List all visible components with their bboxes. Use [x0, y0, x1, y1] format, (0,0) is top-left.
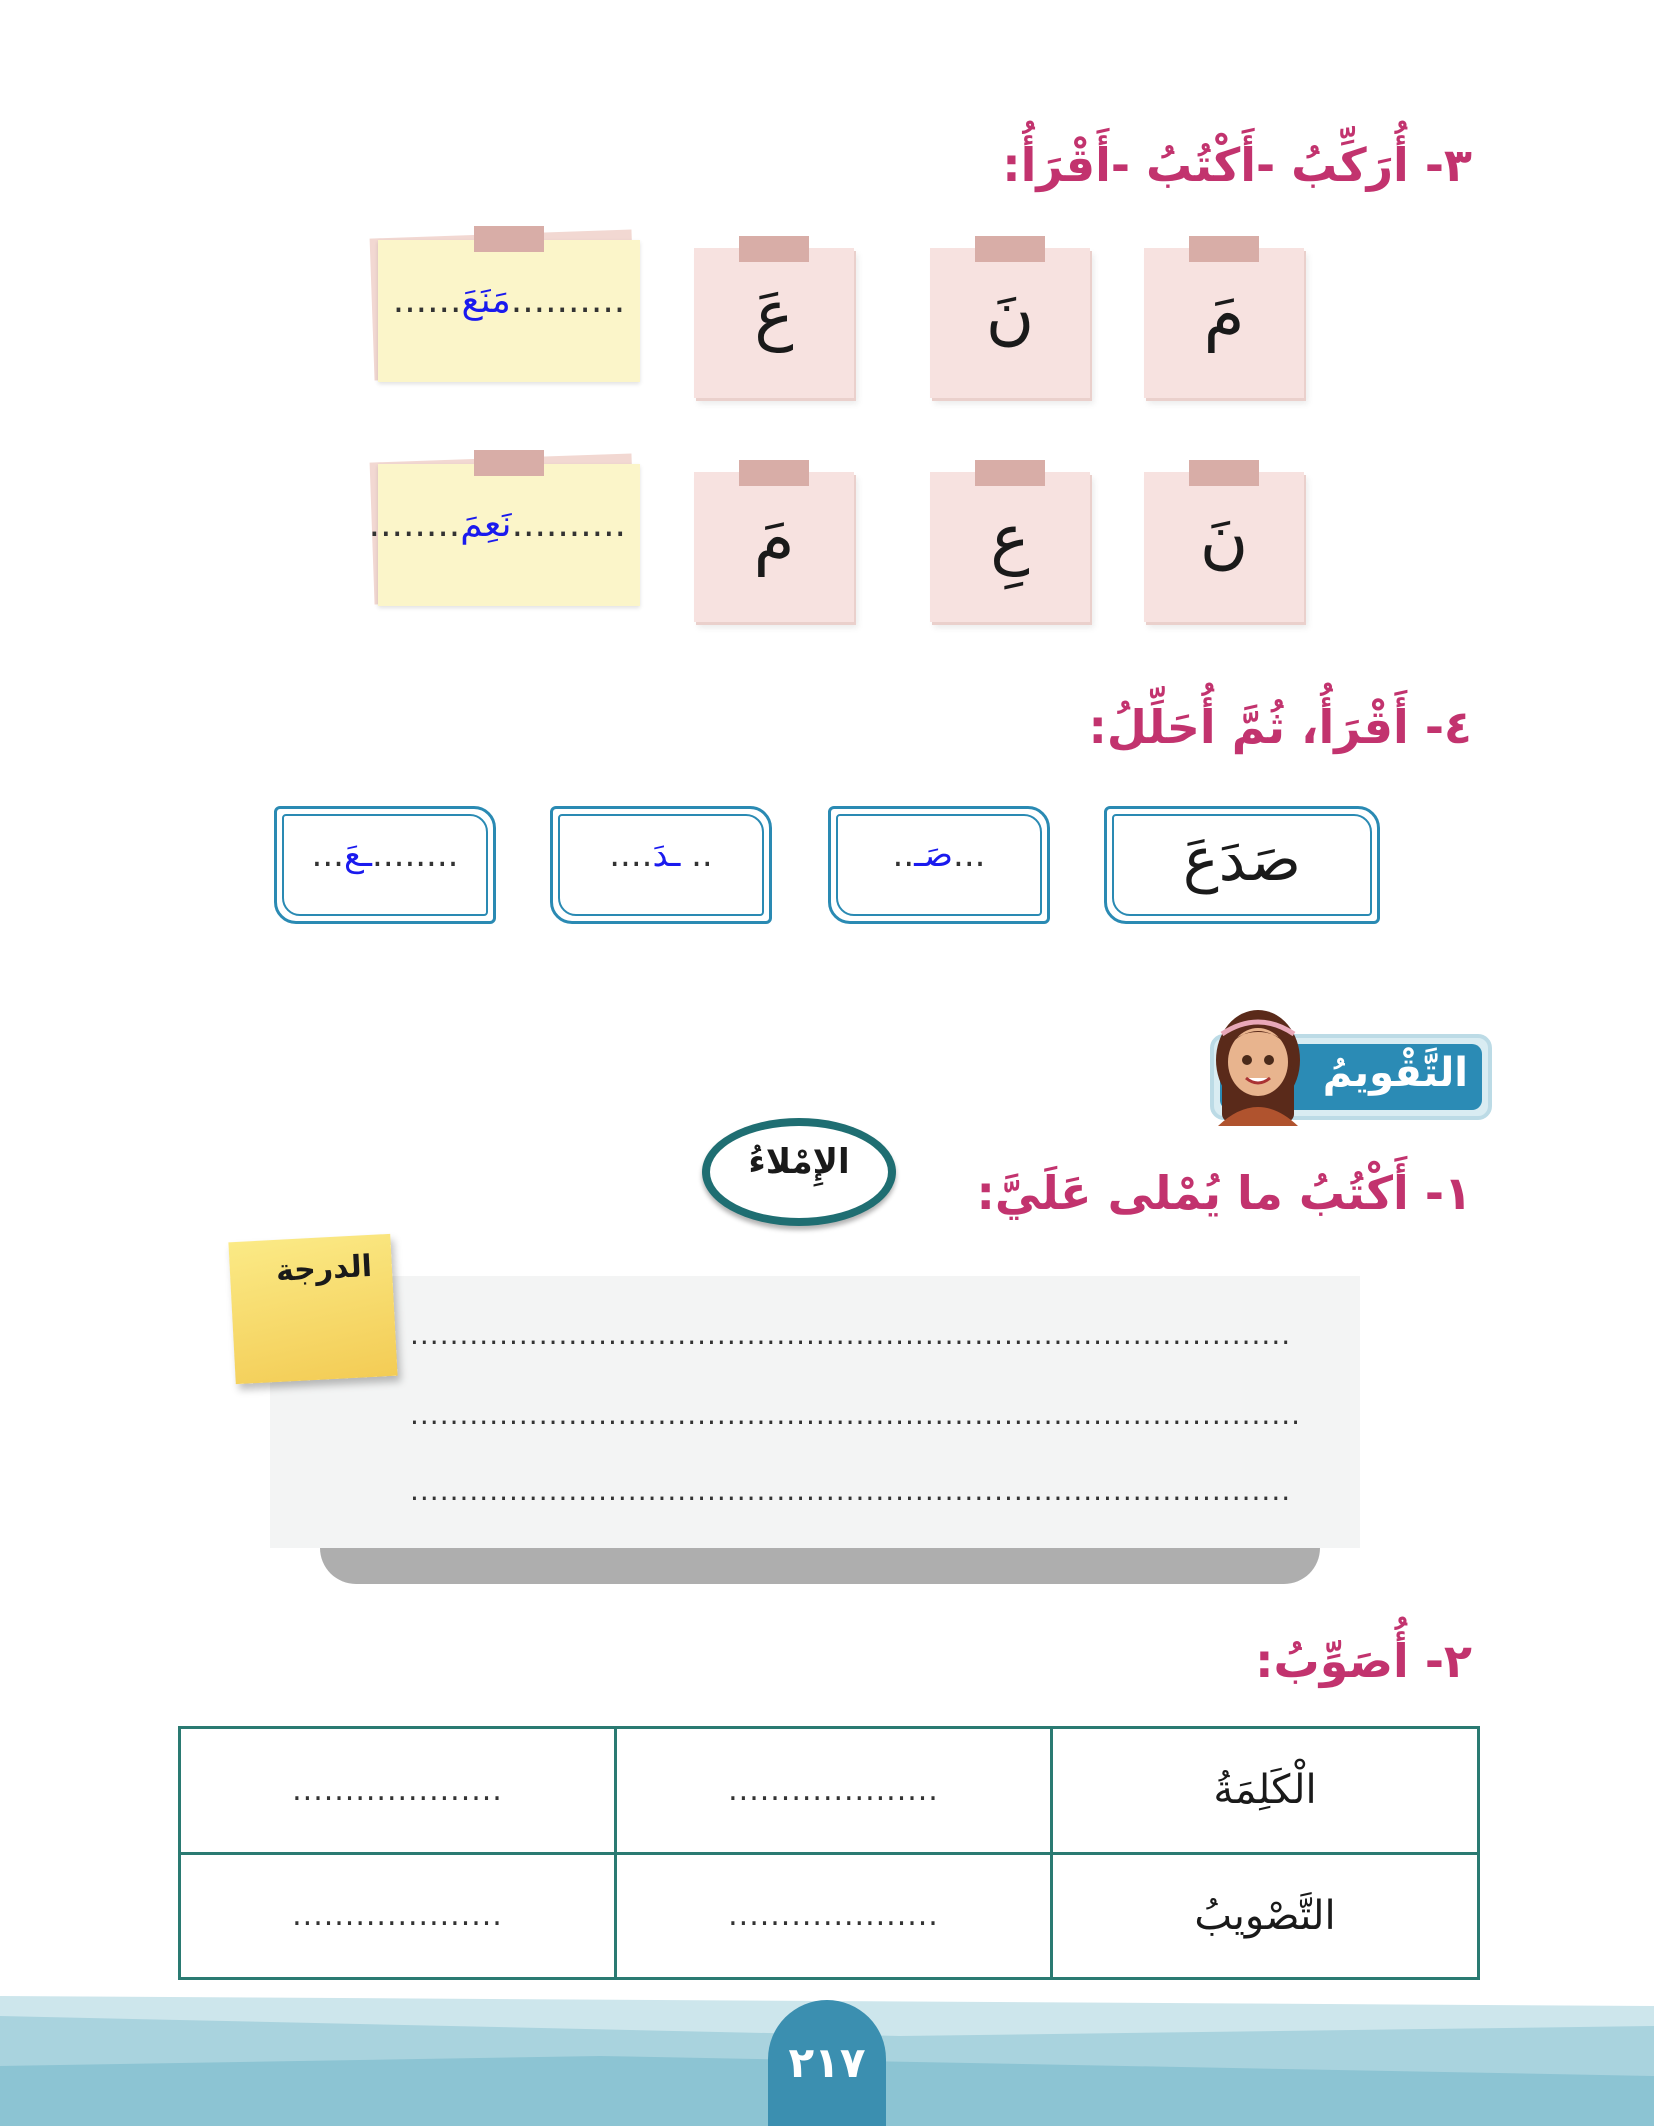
table-row [180, 1853, 1479, 1979]
answer-note [378, 240, 640, 382]
writing-line[interactable]: .......................................................................................... [410, 1398, 1302, 1431]
letter-card: عَ [694, 248, 854, 398]
q2-title: ٢- أُصَوِّبُ: [1255, 1634, 1472, 1688]
grade-sticky-note [228, 1234, 397, 1384]
table-cell[interactable]: .................... [616, 1728, 1052, 1854]
table-header-cell: التَّصْويبُ [1052, 1853, 1479, 1979]
analysis-box: .. ـدَ.... [550, 806, 772, 924]
analysis-box: ...صَـ.. [828, 806, 1050, 924]
section4-title: ٤- أَقْرَأُ، ثُمَّ أُحَلِّلُ: [1088, 700, 1472, 754]
answer-note [368, 464, 640, 606]
writing-line[interactable]: ......................................................................................... [410, 1474, 1292, 1507]
section3-title: ٣- أُرَكِّبُ -أَكْتُبُ -أَقْرَأُ: [1002, 138, 1472, 192]
page-number: ٢١٧ [788, 2038, 866, 2087]
word-box: صَدَعَ [1104, 806, 1380, 924]
writing-paper [270, 1276, 1360, 1548]
answer-text: ..........مَنَعَ...... [392, 280, 626, 321]
writing-line[interactable]: ......................................................................................... [410, 1318, 1292, 1351]
table-row [180, 1728, 1479, 1854]
correction-table [178, 1726, 1480, 1980]
table-cell[interactable]: .................... [616, 1853, 1052, 1979]
letter-card: مَ [1144, 248, 1304, 398]
table-cell[interactable]: .................... [180, 1853, 616, 1979]
letter-card: نَ [1144, 472, 1304, 622]
table-header-cell: الْكَلِمَةُ [1052, 1728, 1479, 1854]
page-number-tab [768, 2000, 886, 2126]
evaluation-label: التَّقْويمُ [1322, 1050, 1468, 1096]
girl-avatar [1208, 1004, 1308, 1126]
letter-card: مَ [694, 472, 854, 622]
q1-title: ١- أَكْتُبُ ما يُمْلى عَلَيَّ: [976, 1166, 1472, 1220]
letter-card: عِ [930, 472, 1090, 622]
dictation-label-oval: الإِمْلاءُ [702, 1118, 896, 1226]
letter-card: نَ [930, 248, 1090, 398]
analysis-box: ........ـعَ... [274, 806, 496, 924]
grade-label: الدرجة [275, 1248, 373, 1289]
answer-text: ..........نَعِمَ........ [368, 504, 626, 545]
table-cell[interactable]: .................... [180, 1728, 616, 1854]
